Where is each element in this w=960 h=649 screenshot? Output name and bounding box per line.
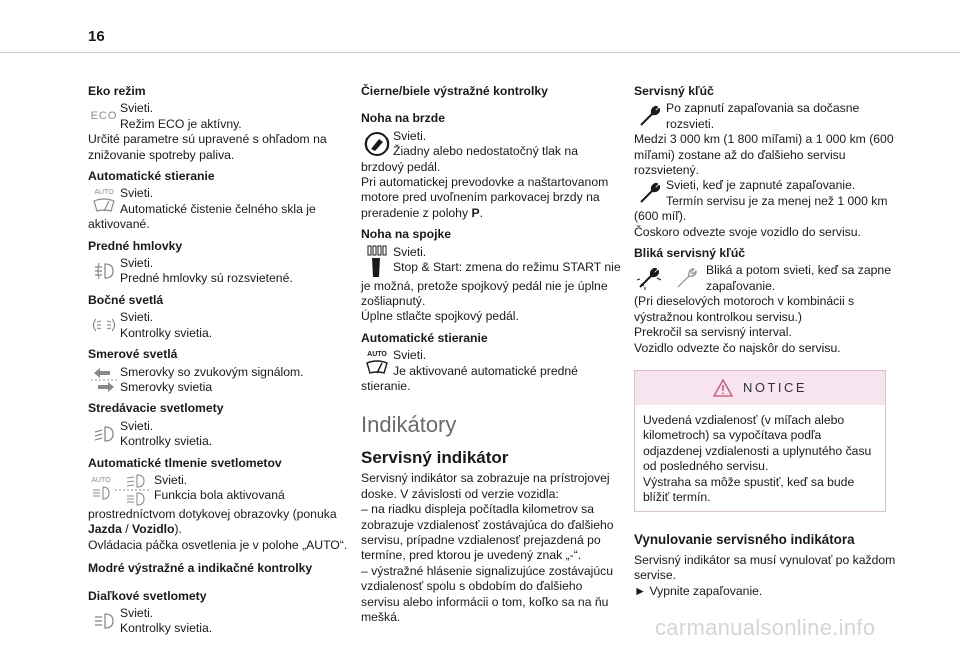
notice-label: NOTICE xyxy=(742,380,808,396)
main-line1: Svieti. xyxy=(120,605,154,620)
blink-line2: zapaľovanie. xyxy=(706,278,776,293)
dipped-line1: Svieti. xyxy=(120,418,154,433)
turn-title: Smerové svetlá xyxy=(88,347,178,362)
front-fog-icon xyxy=(88,256,120,286)
reset-text: Servisný indikátor sa musí vynulovať po každom servise. xyxy=(634,552,896,583)
sidelights-icon xyxy=(88,310,120,340)
page-number: 16 xyxy=(88,28,105,45)
dipped-line2: Kontrolky svietia. xyxy=(120,434,213,449)
autodip-line2: Funkcia bola aktivovaná xyxy=(154,488,285,503)
turn-signal-icon xyxy=(88,365,120,395)
autodip-text3: Ovládacia páčka osvetlenia je v polohe „AUTO“. xyxy=(88,537,348,552)
service-key-title: Servisný kľúč xyxy=(634,84,714,98)
blink-line1: Bliká a potom svieti, keď sa zapne xyxy=(706,263,891,278)
bw-warnings-title: Čierne/biele výstražné kontrolky xyxy=(361,84,548,98)
blink-text3: Vozidlo odvezte čo najskôr do servisu. xyxy=(634,340,841,355)
dipped-title: Stredávacie svetlomety xyxy=(88,401,224,416)
key-text1: Medzi 3 000 km (1 800 míľami) a 1 000 km (600 míľami) zostane až do ďalšieho servisu rozsvietený. xyxy=(634,132,894,178)
auto-headlamp-icon xyxy=(88,473,154,507)
foot-on-brake-icon xyxy=(361,129,393,159)
service-text: Servisný indikátor sa zobrazuje na prístrojovej doske. V závislosti od verzie vozidla: xyxy=(361,471,610,501)
key-line1: Po zapnutí zapaľovania sa dočasne xyxy=(666,101,860,116)
eco-line1: Svieti. xyxy=(120,101,154,116)
autowipe-line2: Je aktivované automatické predné xyxy=(393,363,578,378)
brake-title: Noha na brzde xyxy=(361,111,445,126)
svg-text:AUTO: AUTO xyxy=(91,476,111,484)
eco-text: Určité parametre sú upravené s ohľadom na znižovanie spotreby paliva. xyxy=(88,132,327,162)
autodip-text1: prostredníctvom dotykovej obrazovky (ponuka xyxy=(88,506,337,521)
wrench-icon-2 xyxy=(634,178,666,208)
autowipe-text: stieranie. xyxy=(361,379,411,394)
foot-on-clutch-icon xyxy=(361,245,393,279)
notice-header xyxy=(635,371,885,405)
clutch-line2: Stop & Start: zmena do režimu START nie xyxy=(393,260,621,275)
service-item-2: – výstražné hlásenie signalizujúce zostávajúcu vzdialenosť spolu s obdobím do ďalšieho servisu alebo informácii o tom, koľko sa na ňu mešká. xyxy=(361,563,614,624)
column-1 xyxy=(88,84,350,637)
autowipe-title: Automatické stieranie xyxy=(361,330,488,345)
clutch-line1: Svieti. xyxy=(393,244,427,259)
wrench-icon xyxy=(634,101,666,131)
svg-text:AUTO: AUTO xyxy=(94,189,114,197)
notice-text2: Výstraha sa môže spustiť, keď sa bude blížiť termín. xyxy=(643,474,855,504)
brake-line2: Žiadny alebo nedostatočný tlak na xyxy=(393,144,578,159)
section-heading: Indikátory xyxy=(361,411,457,437)
wipe-text: aktivované. xyxy=(88,217,150,232)
wipe-title: Automatické stieranie xyxy=(88,169,215,184)
clutch-text2: Úplne stlačte spojkový pedál. xyxy=(361,309,519,324)
service-indicator-title: Servisný indikátor xyxy=(361,447,509,467)
side-line1: Svieti. xyxy=(120,310,154,325)
key-text2: (600 míľ). xyxy=(634,209,687,224)
autodip-text2: Jazda / Vozidlo). xyxy=(88,522,182,537)
column-3 xyxy=(634,84,896,599)
warning-triangle-icon xyxy=(713,379,733,397)
key-line3: Svieti, keď je zapnuté zapaľovanie. xyxy=(666,178,856,193)
main-beam-title: Diaľkové svetlomety xyxy=(88,588,207,603)
blue-warnings-title: Modré výstražné a indikačné kontrolky xyxy=(88,561,313,576)
turn-line1: Smerovky so zvukovým signálom. xyxy=(120,364,304,379)
blink-text2: Prekročil sa servisný interval. xyxy=(634,325,792,340)
column-2 xyxy=(361,84,623,625)
fog-title: Predné hmlovky xyxy=(88,238,183,253)
autodip-title: Automatické tlmenie svetlometov xyxy=(88,455,282,470)
clutch-title: Noha na spojke xyxy=(361,227,452,242)
blink-title: Bliká servisný kľúč xyxy=(634,246,746,261)
clutch-text1: je možná, pretože spojkový pedál nie je úplne zošliapnutý. xyxy=(361,278,608,309)
brake-line1: Svieti. xyxy=(393,128,427,143)
watermark: carmanualsonline.info xyxy=(655,615,876,640)
key-line4: Termín servisu je za menej než 1 000 km xyxy=(666,193,888,208)
key-text3: Čoskoro odvezte svoje vozidlo do servisu. xyxy=(634,224,861,239)
eco-title: Eko režim xyxy=(88,84,146,98)
notice-body xyxy=(635,405,885,511)
key-line2: rozsvieti. xyxy=(666,116,715,131)
blink-text1: (Pri dieselových motoroch v kombinácii s výstražnou kontrolkou servisu.) xyxy=(634,294,855,324)
side-line2: Kontrolky svietia. xyxy=(120,325,213,340)
reset-title: Vynulovanie servisného indikátora xyxy=(634,532,855,548)
service-item-1: – na riadku displeja počítadla kilometrov sa zobrazuje vzdialenosť zostávajúca do ďalšieho servisu, prípadne vzdialenosť prejazdená po termíne, pred ktorou je uvedený znak „-“. xyxy=(361,502,614,563)
header-divider xyxy=(0,52,960,53)
turn-line2: Smerovky svietia xyxy=(120,379,213,394)
main-line2: Kontrolky svietia. xyxy=(120,621,213,636)
dipped-beam-icon xyxy=(88,419,120,449)
reset-step: ► Vypnite zapaľovanie. xyxy=(634,583,763,598)
autowipe-line1: Svieti. xyxy=(393,348,427,363)
wipe-line2: Automatické čistenie čelného skla je xyxy=(120,201,316,216)
brake-text2: Pri automatickej prevodovke a naštartovanom motore pred uvoľnením parkovacej brzdy na preradenie z polohy P. xyxy=(361,175,609,220)
main-beam-icon xyxy=(88,606,120,636)
autodip-line1: Svieti. xyxy=(154,472,188,487)
notice-text1: Uvedená vzdialenosť (v míľach alebo kilometroch) sa vypočítava podľa odjazdenej vzdialenosti a uplynutého času od posledného servisu. xyxy=(643,412,872,474)
wipe-line1: Svieti. xyxy=(120,186,154,201)
eco-icon: ECO xyxy=(90,109,118,122)
svg-text:AUTO: AUTO xyxy=(367,351,387,359)
fog-line2: Predné hmlovky sú rozsvietené. xyxy=(120,271,293,286)
blinking-wrench-icon xyxy=(634,263,706,293)
notice-box xyxy=(634,370,886,512)
fog-line1: Svieti. xyxy=(120,256,154,271)
auto-wiper-icon xyxy=(88,186,120,216)
auto-wipe-black-icon xyxy=(361,348,393,378)
eco-line2: Režim ECO je aktívny. xyxy=(120,116,242,131)
side-title: Bočné svetlá xyxy=(88,292,164,307)
brake-text1: brzdový pedál. xyxy=(361,159,441,174)
